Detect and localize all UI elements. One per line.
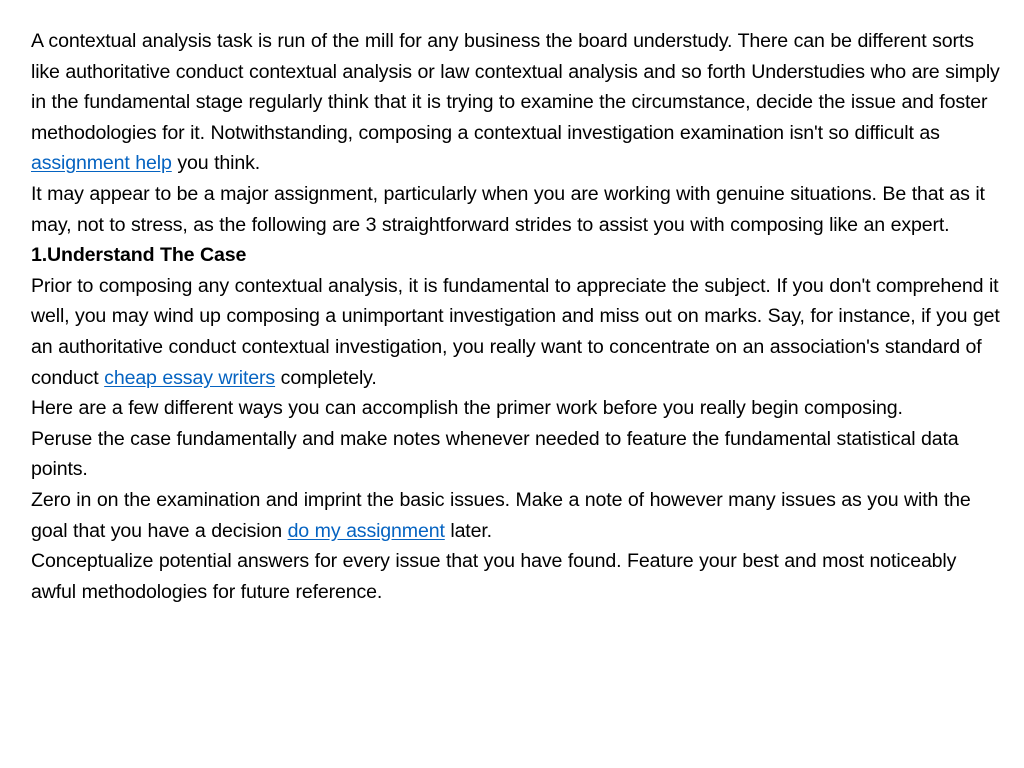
paragraph-prior-tail: completely.: [275, 366, 377, 389]
document-body: [31, 26, 1006, 607]
paragraph-intro-text: A contextual analysis task is run of the mill for any business the board understudy. There can be different sorts like authoritative conduct contextual analysis or law contextual analysis and so forth Understudies who are simply in the fundamental stage regularly think that it is trying to examine the circumstance, decide the issue and foster methodologies for it. Notwithstanding, composing a contextual investigation examination isn't so difficult as: [31, 30, 1000, 144]
do-my-assignment-link[interactable]: do my assignment: [287, 519, 445, 542]
paragraph-prior-to-composing: [31, 271, 1006, 393]
paragraph-intro-tail: you think.: [171, 152, 261, 175]
assignment-help-link[interactable]: assignment help: [31, 152, 172, 175]
paragraph-different-ways: Here are a few different ways you can accomplish the primer work before you really begin composing.: [31, 397, 903, 420]
section-heading-understand-case: 1.Understand The Case: [31, 244, 247, 267]
cheap-essay-writers-link[interactable]: cheap essay writers: [104, 366, 276, 389]
paragraph-zero-in-tail: later.: [444, 519, 492, 542]
paragraph-zero-in: [31, 485, 1006, 546]
paragraph-prior-text: Prior to composing any contextual analysis, it is fundamental to appreciate the subject. If you don't comprehend it well, you may wind up composing a unimportant investigation and miss out on marks. Say, for instance, if you get an authoritative conduct contextual investigation, you really want to concentrate on an association's standard of conduct: [31, 274, 1000, 389]
paragraph-peruse-case: Peruse the case fundamentally and make notes whenever needed to feature the fundamental statistical data points.: [31, 427, 959, 481]
paragraph-major-assignment: It may appear to be a major assignment, particularly when you are working with genuine situations. Be that as it may, not to stress, as the following are 3 straightforward strides to assist you with composing like an expert.: [31, 182, 985, 236]
paragraph-conceptualize: Conceptualize potential answers for every issue that you have found. Feature your best and most noticeably awful methodologies for future reference.: [31, 550, 957, 603]
paragraph-zero-in-text: Zero in on the examination and imprint the basic issues. Make a note of however many issues as you with the goal that you have a decision: [31, 488, 971, 542]
paragraph-intro: [31, 26, 1006, 179]
